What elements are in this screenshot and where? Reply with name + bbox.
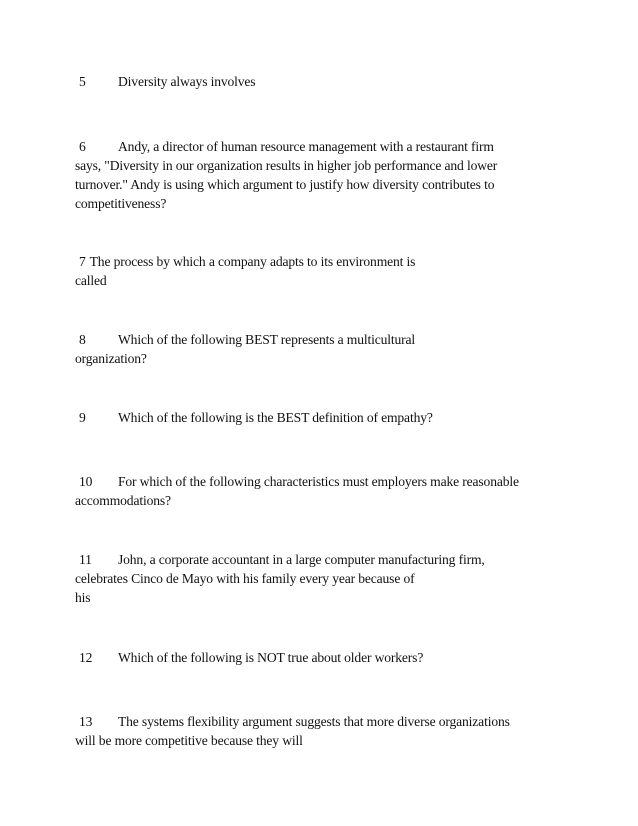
question-text: Andy, a director of human resource management with a restaurant firm [118,139,494,154]
question-text: called [75,273,107,288]
question-number: 6 [79,139,86,154]
question-text: Which of the following BEST represents a multicultural [118,332,416,347]
question-line [75,712,570,731]
question-text: celebrates Cinco de Mayo with his family every year because of [75,571,415,586]
question-number: 8 [79,332,86,347]
question-number: 7 [79,254,86,269]
question-5 [75,72,570,91]
question-line [75,330,570,349]
question-line [75,550,570,569]
question-8 [75,330,570,368]
question-text: Which of the following is NOT true about older workers? [118,650,424,665]
question-11 [75,550,570,607]
question-line [75,648,570,667]
question-line [75,252,570,271]
question-text: turnover." Andy is using which argument to justify how diversity contributes to [75,177,495,192]
question-line [75,472,570,491]
question-12 [75,648,570,667]
question-text: competitiveness? [75,196,167,211]
question-text: For which of the following characteristics must employers make reasonable [118,474,519,489]
question-line [75,408,570,427]
question-6 [75,137,570,213]
question-text: will be more competitive because they will [75,733,303,748]
question-text: The process by which a company adapts to its environment is [89,254,416,269]
question-10 [75,472,570,510]
question-13 [75,712,570,750]
question-text: accommodations? [75,493,171,508]
question-number: 9 [79,410,86,425]
question-7 [75,252,570,290]
question-number: 5 [79,74,86,89]
question-text: his [75,590,91,605]
question-text: Which of the following is the BEST definition of empathy? [118,410,433,425]
question-text: says, "Diversity in our organization results in higher job performance and lower [75,158,498,173]
question-text: The systems flexibility argument suggests that more diverse organizations [118,714,510,729]
question-line [75,137,570,156]
question-number: 12 [79,650,93,665]
question-number: 13 [79,714,93,729]
question-text: organization? [75,351,147,366]
question-number: 11 [79,552,92,567]
question-number: 10 [79,474,93,489]
question-text: Diversity always involves [118,74,256,89]
question-line [75,72,570,91]
question-text: John, a corporate accountant in a large computer manufacturing firm, [118,552,485,567]
question-9 [75,408,570,427]
